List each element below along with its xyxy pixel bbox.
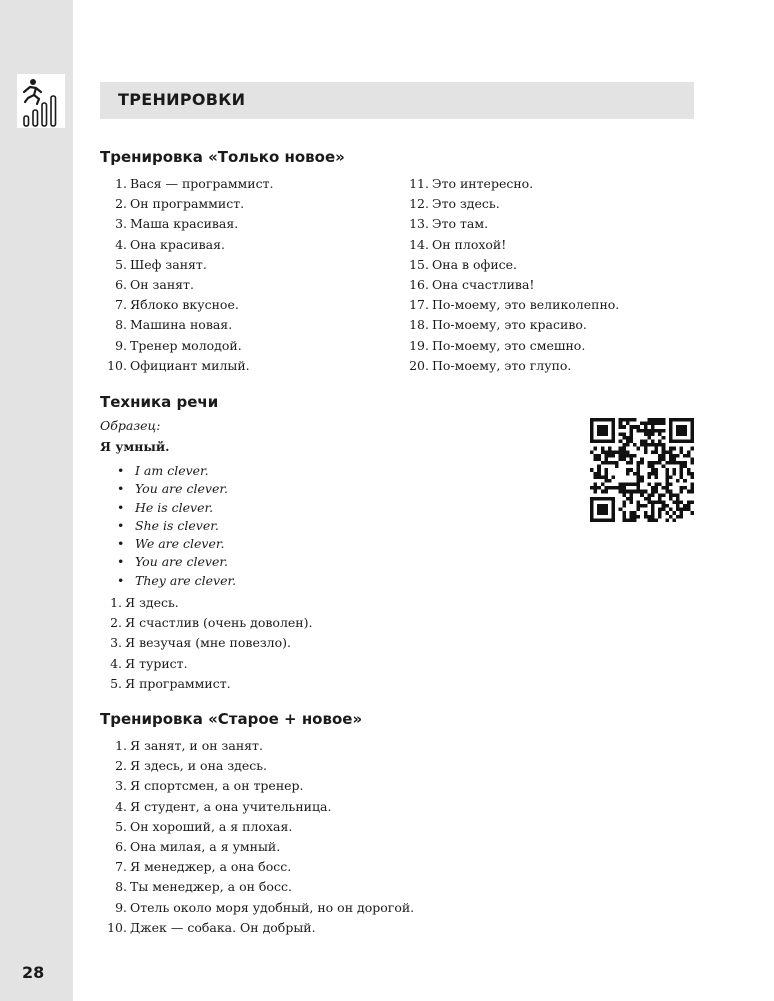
list-item [405,336,619,356]
list-item [103,736,414,756]
item-text: Он плохой! [432,236,507,252]
list-item [405,356,619,376]
list-item [103,633,312,653]
bullet-text: She is clever. [135,517,219,533]
bullet-text: We are clever. [135,536,225,552]
item-text: Я счастлив (очень доволен). [125,615,313,631]
list-item [405,315,619,335]
list-item [405,235,619,255]
list-item [405,275,619,295]
list-item [103,295,274,315]
list-item [103,776,414,796]
item-text: Я турист. [125,655,188,671]
bullet-glyph: • [117,481,125,497]
list-item [103,194,274,214]
item-text: Отель около моря удобный, но он дорогой. [130,899,415,915]
item-number: 2. [115,758,127,774]
item-text: Я спортсмен, а он тренер. [130,778,304,794]
section-banner [100,82,694,119]
item-number: 5. [110,675,122,691]
bullet-glyph: • [117,463,125,478]
item-text: По-моему, это красиво. [432,317,587,333]
item-number: 19. [409,337,429,353]
item-text: Он программист. [130,196,245,212]
item-text: Я везучая (мне повезло). [125,635,291,651]
item-number: 4. [115,798,127,814]
list-item [103,613,312,633]
item-text: Он хороший, а я плохая. [130,818,293,834]
sample-label: Образец: [100,418,161,433]
bullet-item [117,572,236,590]
item-text: Я менеджер, а она босс. [130,859,292,875]
list-item [103,214,274,234]
item-text: Я занят, и он занят. [130,738,263,753]
item-text: Я здесь. [125,595,179,610]
sample-phrase: Я умный. [100,439,170,454]
bullet-item [117,535,236,553]
exercise-list-old-new [103,736,414,938]
item-text: Она милая, а я умный. [130,838,281,854]
list-item [405,174,619,194]
item-text: Маша красивая. [130,216,239,232]
bullet-text: You are clever. [135,481,228,497]
bullet-glyph: • [117,572,125,588]
item-text: Я здесь, и она здесь. [130,758,268,774]
list-item [103,674,312,694]
bullet-item [117,517,236,535]
exercise-list-right [405,174,619,376]
item-number: 7. [115,297,127,313]
list-item [405,255,619,275]
item-number: 2. [115,196,127,212]
item-number: 10. [107,919,127,935]
item-number: 13. [409,216,429,232]
bullet-glyph: • [117,554,125,570]
item-number: 3. [110,635,122,651]
item-number: 20. [409,357,429,373]
list-item [103,756,414,776]
item-number: 6. [115,838,127,854]
section-heading-only-new: Тренировка «Только новое» [100,148,345,166]
item-number: 16. [409,276,429,292]
item-number: 9. [115,899,127,915]
item-text: Она в офисе. [432,256,518,272]
item-number: 1. [110,595,122,610]
item-number: 4. [110,655,122,671]
list-item [405,214,619,234]
item-number: 9. [115,337,127,353]
item-text: Она счастлива! [432,276,535,292]
qr-code-icon [590,418,694,522]
list-item [103,174,274,194]
page-number: 28 [22,963,45,982]
item-number: 7. [115,859,127,875]
item-text: По-моему, это смешно. [432,337,586,353]
item-number: 8. [115,879,127,895]
item-text: Она красивая. [130,236,225,252]
list-item [103,315,274,335]
item-number: 15. [409,256,429,272]
list-item [103,857,414,877]
item-number: 5. [115,818,127,834]
list-item [103,275,274,295]
item-number: 3. [115,216,127,232]
item-number: 10. [107,357,127,373]
item-text: Официант милый. [130,357,250,373]
item-number: 1. [115,738,127,753]
bullet-item [117,553,236,571]
item-text: Тренер молодой. [130,337,242,353]
bullet-glyph: • [117,517,125,533]
list-item [405,295,619,315]
list-item [103,356,274,376]
item-number: 17. [409,297,429,313]
list-item [103,255,274,275]
item-text: По-моему, это глупо. [432,357,572,373]
item-number: 11. [409,176,429,191]
bullet-item [117,499,236,517]
running-person-chart-icon [17,74,65,128]
section-banner-title: ТРЕНИРОВКИ [118,90,246,109]
item-text: Ты менеджер, а он босс. [130,879,292,895]
section-heading-old-plus-new: Тренировка «Старое + новое» [100,710,363,728]
item-number: 18. [409,317,429,333]
item-text: Яблоко вкусное. [130,297,239,313]
bullet-item [117,462,236,480]
bullet-text: I am clever. [135,463,209,478]
bullet-text: They are clever. [135,572,237,588]
list-item [103,235,274,255]
list-item [103,837,414,857]
item-number: 1. [115,176,127,191]
exercise-list-left [103,174,274,376]
list-item [103,593,312,613]
item-number: 5. [115,256,127,272]
list-item [103,918,414,938]
list-item [103,898,414,918]
item-number: 2. [110,615,122,631]
item-text: Это интересно. [432,176,534,191]
exercise-list-speech [103,593,312,694]
section-heading-speech-technique: Техника речи [100,393,219,411]
item-text: Он занят. [130,276,194,292]
item-text: Я программист. [125,675,231,691]
item-number: 12. [409,196,429,212]
item-text: Я студент, а она учительница. [130,798,332,814]
bullet-list [117,462,236,590]
item-text: Вася — программист. [130,176,274,191]
item-text: Машина новая. [130,317,233,333]
list-item [103,877,414,897]
list-item [103,654,312,674]
item-number: 3. [115,778,127,794]
item-number: 6. [115,276,127,292]
list-item [103,817,414,837]
list-item [103,797,414,817]
item-text: Это там. [432,216,489,232]
bullet-text: You are clever. [135,554,228,570]
item-number: 8. [115,317,127,333]
bullet-glyph: • [117,536,125,552]
item-number: 14. [409,236,429,252]
item-text: Шеф занят. [130,256,207,272]
item-number: 4. [115,236,127,252]
side-margin-bar [0,0,73,1001]
list-item [405,194,619,214]
item-text: Джек — собака. Он добрый. [130,919,316,935]
item-text: Это здесь. [432,196,500,212]
item-text: По-моему, это великолепно. [432,297,620,313]
bullet-glyph: • [117,499,125,515]
list-item [103,336,274,356]
bullet-text: He is clever. [135,499,214,515]
bullet-item [117,480,236,498]
